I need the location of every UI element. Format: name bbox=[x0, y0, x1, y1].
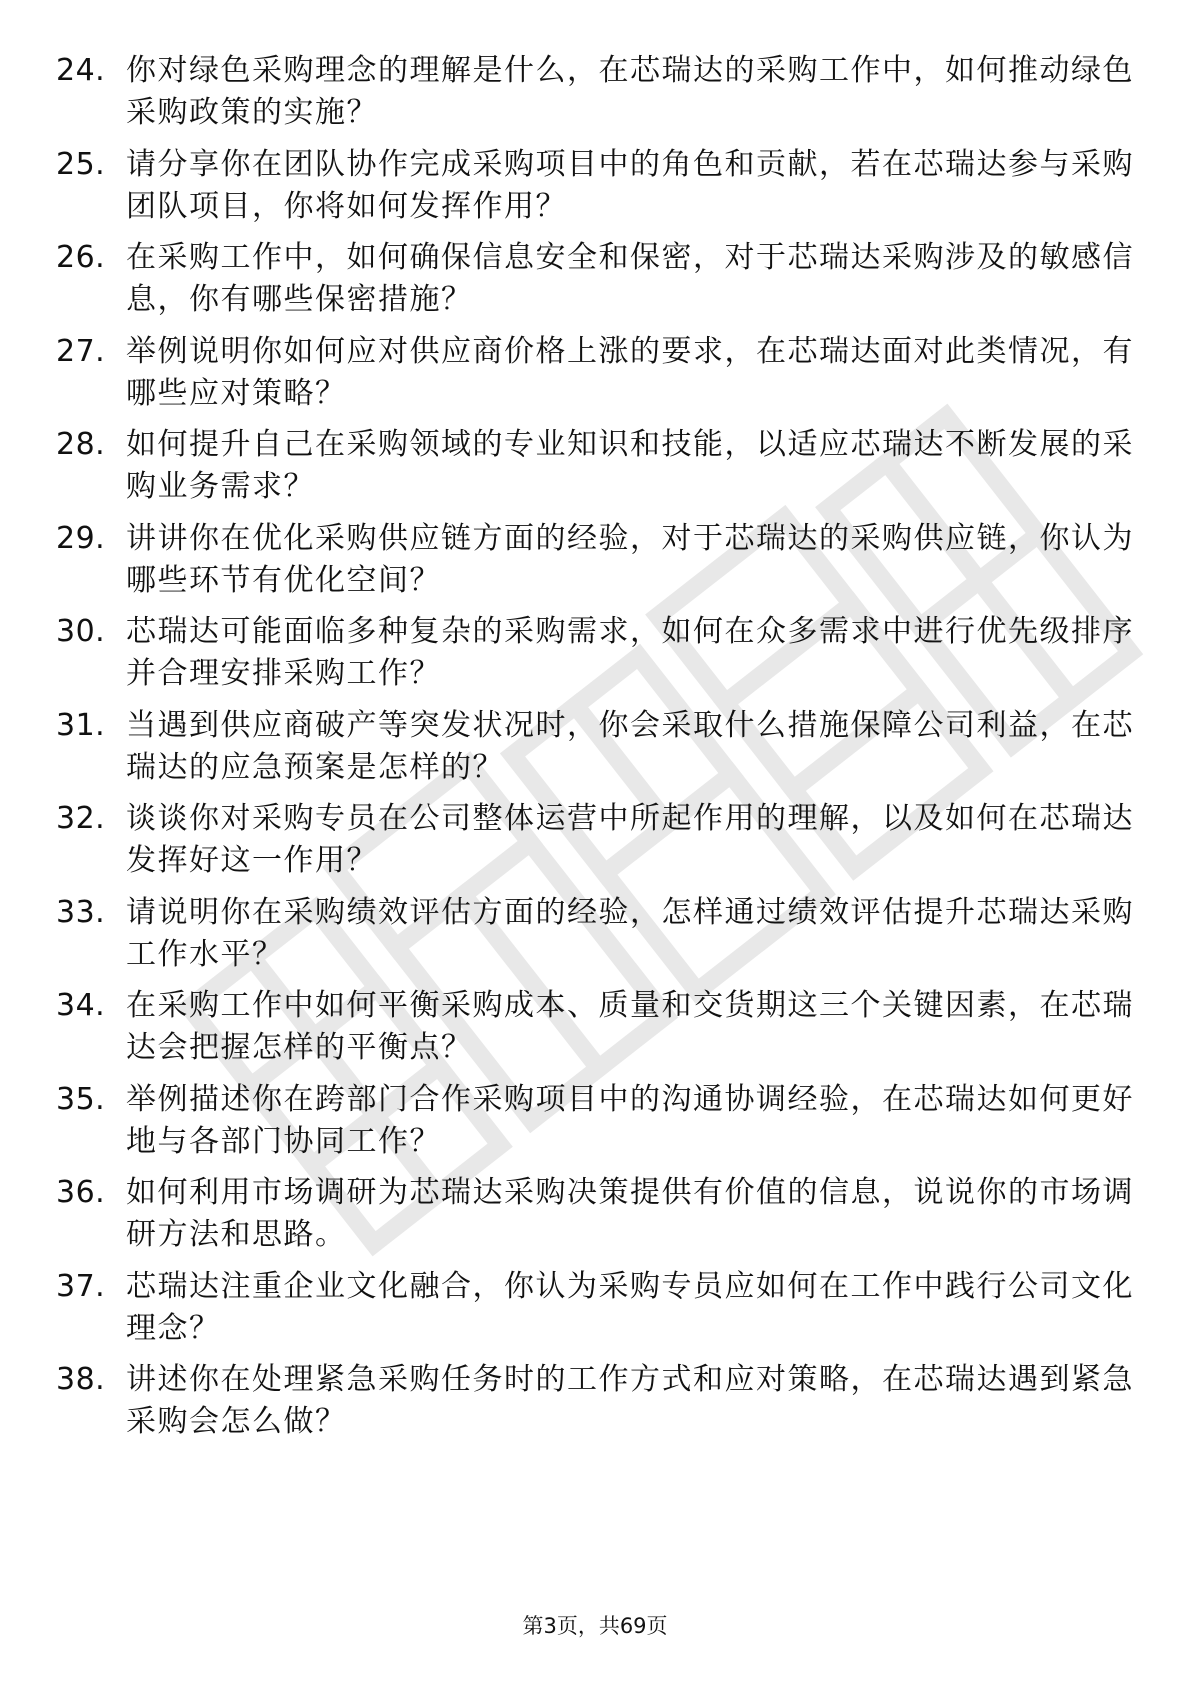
question-number: 25. bbox=[56, 146, 106, 182]
question-text: 芯瑞达可能面临多种复杂的采购需求，如何在众多需求中进行优先级排序并合理安排采购工作？ bbox=[126, 614, 1134, 691]
question-item bbox=[56, 424, 1136, 516]
question-item bbox=[56, 985, 1136, 1077]
question-number: 37. bbox=[56, 1268, 106, 1304]
question-text: 当遇到供应商破产等突发状况时，你会采取什么措施保障公司利益，在芯瑞达的应急预案是怎样的？ bbox=[126, 707, 1134, 785]
question-text: 请说明你在采购绩效评估方面的经验，怎样通过绩效评估提升芯瑞达采购工作水平？ bbox=[126, 894, 1134, 972]
question-list bbox=[56, 50, 1136, 1453]
question-text: 谈谈你对采购专员在公司整体运营中所起作用的理解，以及如何在芯瑞达发挥好这一作用？ bbox=[126, 801, 1134, 878]
page-number-label: 第3页，共69页 bbox=[522, 1614, 668, 1638]
question-number: 26. bbox=[56, 240, 106, 275]
question-number: 34. bbox=[56, 988, 106, 1023]
question-number: 30. bbox=[56, 614, 106, 649]
question-number: 32. bbox=[56, 801, 106, 836]
question-number: 33. bbox=[56, 894, 106, 930]
question-item bbox=[56, 1079, 1136, 1171]
question-text: 讲述你在处理紧急采购任务时的工作方式和应对策略，在芯瑞达遇到紧急采购会怎么做？ bbox=[126, 1362, 1134, 1439]
question-number: 24. bbox=[56, 53, 106, 88]
question-item bbox=[56, 144, 1136, 236]
question-item bbox=[56, 1266, 1136, 1358]
question-item bbox=[56, 611, 1136, 703]
question-text: 如何利用市场调研为芯瑞达采购决策提供有价值的信息，说说你的市场调研方法和思路。 bbox=[126, 1175, 1134, 1252]
question-item bbox=[56, 1172, 1136, 1264]
question-text: 在采购工作中，如何确保信息安全和保密，对于芯瑞达采购涉及的敏感信息，你有哪些保密措施？ bbox=[126, 240, 1134, 317]
question-text: 如何提升自己在采购领域的专业知识和技能，以适应芯瑞达不断发展的采购业务需求？ bbox=[126, 427, 1134, 504]
question-number: 36. bbox=[56, 1175, 106, 1210]
question-number: 29. bbox=[56, 520, 106, 556]
question-text: 芯瑞达注重企业文化融合，你认为采购专员应如何在工作中践行公司文化理念？ bbox=[126, 1268, 1134, 1346]
question-item bbox=[56, 237, 1136, 329]
question-item bbox=[56, 518, 1136, 610]
question-text: 举例说明你如何应对供应商价格上涨的要求，在芯瑞达面对此类情况，有哪些应对策略？ bbox=[126, 333, 1134, 411]
question-number: 28. bbox=[56, 427, 106, 462]
question-text: 举例描述你在跨部门合作采购项目中的沟通协调经验，在芯瑞达如何更好地与各部门协同工作？ bbox=[126, 1081, 1134, 1159]
question-number: 35. bbox=[56, 1081, 106, 1117]
question-item bbox=[56, 798, 1136, 890]
question-text: 在采购工作中如何平衡采购成本、质量和交货期这三个关键因素，在芯瑞达会把握怎样的平衡点？ bbox=[126, 988, 1134, 1065]
question-item bbox=[56, 892, 1136, 984]
question-number: 27. bbox=[56, 333, 106, 369]
question-item bbox=[56, 331, 1136, 423]
question-number: 38. bbox=[56, 1362, 106, 1397]
page-footer bbox=[0, 1612, 1190, 1640]
question-text: 讲讲你在优化采购供应链方面的经验，对于芯瑞达的采购供应链，你认为哪些环节有优化空间？ bbox=[126, 520, 1134, 598]
question-item bbox=[56, 705, 1136, 797]
question-text: 请分享你在团队协作完成采购项目中的角色和贡献，若在芯瑞达参与采购团队项目，你将如何发挥作用？ bbox=[126, 146, 1134, 224]
question-item bbox=[56, 50, 1136, 142]
question-number: 31. bbox=[56, 707, 106, 743]
question-text: 你对绿色采购理念的理解是什么，在芯瑞达的采购工作中，如何推动绿色采购政策的实施？ bbox=[126, 53, 1134, 130]
question-item bbox=[56, 1359, 1136, 1451]
